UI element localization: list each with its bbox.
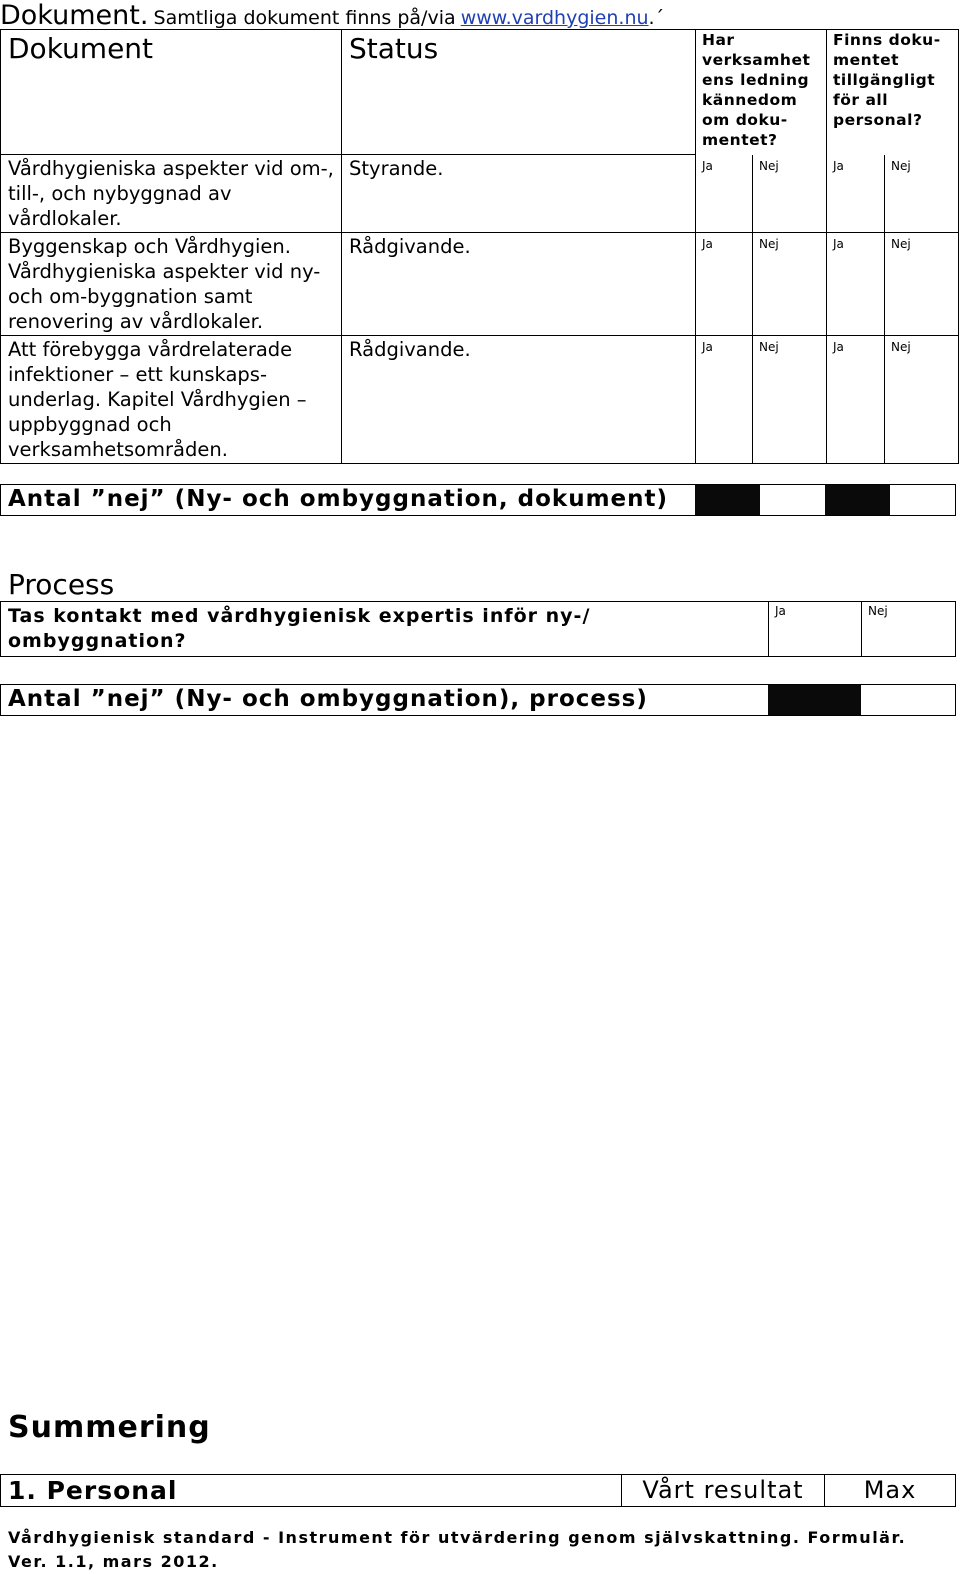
process-yes-option[interactable]: Ja <box>769 602 862 657</box>
available-yes-option[interactable]: Ja <box>827 336 885 464</box>
known-no-option[interactable]: Nej <box>753 155 827 233</box>
available-no-option[interactable]: Nej <box>885 336 959 464</box>
document-name: Att förebygga vårdrelaterade infektioner – ett kunskaps-underlag. Kapitel Vårdhygien – uppbyggnad och verksamhetsområden. <box>1 336 342 464</box>
table-row <box>1 233 959 336</box>
process-question: Tas kontakt med vårdhygienisk expertis inför ny-/ ombyggnation? <box>1 602 769 657</box>
known-no-option[interactable]: Nej <box>753 233 827 336</box>
available-yes-option[interactable]: Ja <box>827 233 885 336</box>
summary-row-label: 1. Personal <box>1 1475 622 1507</box>
process-no-count-label: Antal ”nej” (Ny- och ombyggnation), process) <box>8 686 648 712</box>
available-no-option[interactable]: Nej <box>885 233 959 336</box>
process-no-option[interactable]: Nej <box>862 602 956 657</box>
document-status: Rådgivande. <box>342 233 696 336</box>
process-title: Process <box>8 568 115 601</box>
page-title: Dokument. <box>0 0 149 31</box>
page-heading <box>0 0 664 31</box>
known-yes-option[interactable]: Ja <box>696 233 753 336</box>
known-yes-option[interactable]: Ja <box>696 336 753 464</box>
header-document: Dokument <box>1 30 342 155</box>
header-available: Finns doku-mentet tillgängligt för all personal? <box>833 31 941 129</box>
blacked-out-cell <box>695 485 760 515</box>
page-subtitle: Samtliga dokument finns på/via <box>153 7 456 29</box>
process-count-input[interactable] <box>861 685 955 715</box>
table-row <box>1 336 959 464</box>
blacked-out-cell <box>825 485 890 515</box>
table-header-row <box>1 30 959 155</box>
document-table <box>0 29 959 464</box>
document-status: Rådgivande. <box>342 336 696 464</box>
summary-table <box>0 1474 956 1507</box>
summary-result-header: Vårt resultat <box>622 1475 825 1507</box>
available-count-input[interactable] <box>890 485 955 515</box>
website-link[interactable]: www.vardhygien.nu <box>460 7 649 29</box>
document-no-count-label: Antal ”nej” (Ny- och ombyggnation, dokument) <box>8 486 669 512</box>
heading-suffix: .´ <box>648 7 665 29</box>
footer-line-2: Ver. 1.1, mars 2012. <box>8 1552 219 1571</box>
document-status: Styrande. <box>342 155 696 233</box>
header-status: Status <box>342 30 696 155</box>
process-no-count-row <box>0 684 956 716</box>
summary-title: Summering <box>8 1410 211 1445</box>
available-yes-option[interactable]: Ja <box>827 155 885 233</box>
summary-max-header: Max <box>825 1475 956 1507</box>
available-no-option[interactable]: Nej <box>885 155 959 233</box>
process-table <box>0 601 956 657</box>
footer <box>8 1526 906 1574</box>
known-count-input[interactable] <box>760 485 825 515</box>
document-no-count-row <box>0 484 956 516</box>
table-row <box>1 155 959 233</box>
header-known: Har verksamhet ens ledning kännedom om doku-mentet? <box>702 31 811 149</box>
blacked-out-cell <box>768 685 861 715</box>
known-yes-option[interactable]: Ja <box>696 155 753 233</box>
document-name: Byggenskap och Vårdhygien. Vårdhygieniska aspekter vid ny- och om-byggnation samt renovering av vårdlokaler. <box>1 233 342 336</box>
document-name: Vårdhygieniska aspekter vid om-, till-, och nybyggnad av vårdlokaler. <box>1 155 342 233</box>
known-no-option[interactable]: Nej <box>753 336 827 464</box>
footer-line-1: Vårdhygienisk standard - Instrument för utvärdering genom självskattning. Formulär. <box>8 1528 907 1547</box>
